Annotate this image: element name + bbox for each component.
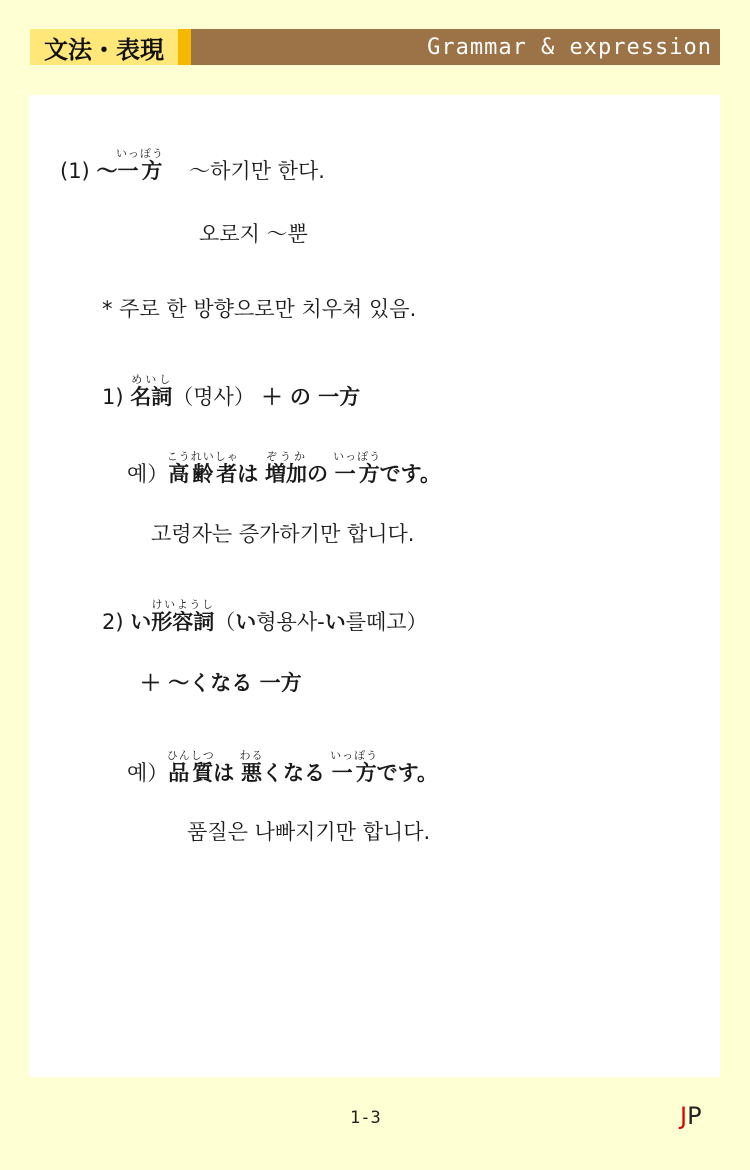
rule-2-adjective: 形容詞けいようし (151, 598, 215, 634)
header (30, 29, 720, 65)
entry-tilde: ～ (96, 159, 118, 183)
entry-heading (60, 147, 325, 182)
example-2-translation: 품질은 나빠지기만 합니다. (187, 820, 431, 844)
rule-1 (102, 373, 360, 408)
header-accent-bar (178, 29, 191, 65)
entry-number: (1) (60, 159, 90, 183)
rule-1-noun: 名詞めいし (130, 373, 173, 409)
example-1: 예）高齢者こうれいしゃは 増加ぞうかの 一方いっぽうです。 (127, 450, 441, 486)
rule-1-number: 1) (102, 385, 124, 409)
header-title-jp: 文法・表現 (30, 29, 178, 65)
page-number: 1-3 (350, 1108, 381, 1128)
rule-2: 2) い形容詞けいようし（い형용사-い를떼고） (102, 598, 428, 634)
entry-meaning-alt: 오로지 ～뿐 (199, 222, 308, 246)
example-2-word-3: 一方いっぽう (330, 749, 379, 785)
example-2-word-2: 悪わる (239, 749, 264, 785)
jp-logo: JP (680, 1102, 702, 1130)
rule-2-number: 2) (102, 610, 124, 634)
example-2-word-1: 品質ひんしつ (166, 749, 215, 785)
rule-2-pattern: ＋ ～くなる 一方 (140, 671, 302, 695)
entry-meaning: ～하기만 한다. (189, 159, 325, 183)
example-2: 예）品質ひんしつは 悪わるくなる 一方いっぽうです。 (127, 749, 438, 785)
entry-note: * 주로 한 방향으로만 치우쳐 있음. (102, 297, 417, 321)
example-2-label: 예） (127, 761, 169, 785)
example-1-translation: 고령자는 증가하기만 합니다. (151, 522, 415, 546)
example-1-label: 예） (127, 462, 169, 486)
header-title-en: Grammar & expression (191, 29, 720, 65)
rule-1-note: （명사） (172, 385, 255, 409)
example-1-word-3: 一方いっぽう (333, 450, 382, 486)
rule-1-pattern: ＋ の 一方 (261, 385, 361, 409)
content-card (29, 95, 720, 1077)
entry-word: 一方いっぽう (115, 147, 164, 183)
example-1-word-1: 高齢者こうれいしゃ (166, 450, 239, 486)
example-1-word-2: 増加ぞうか (264, 450, 307, 486)
